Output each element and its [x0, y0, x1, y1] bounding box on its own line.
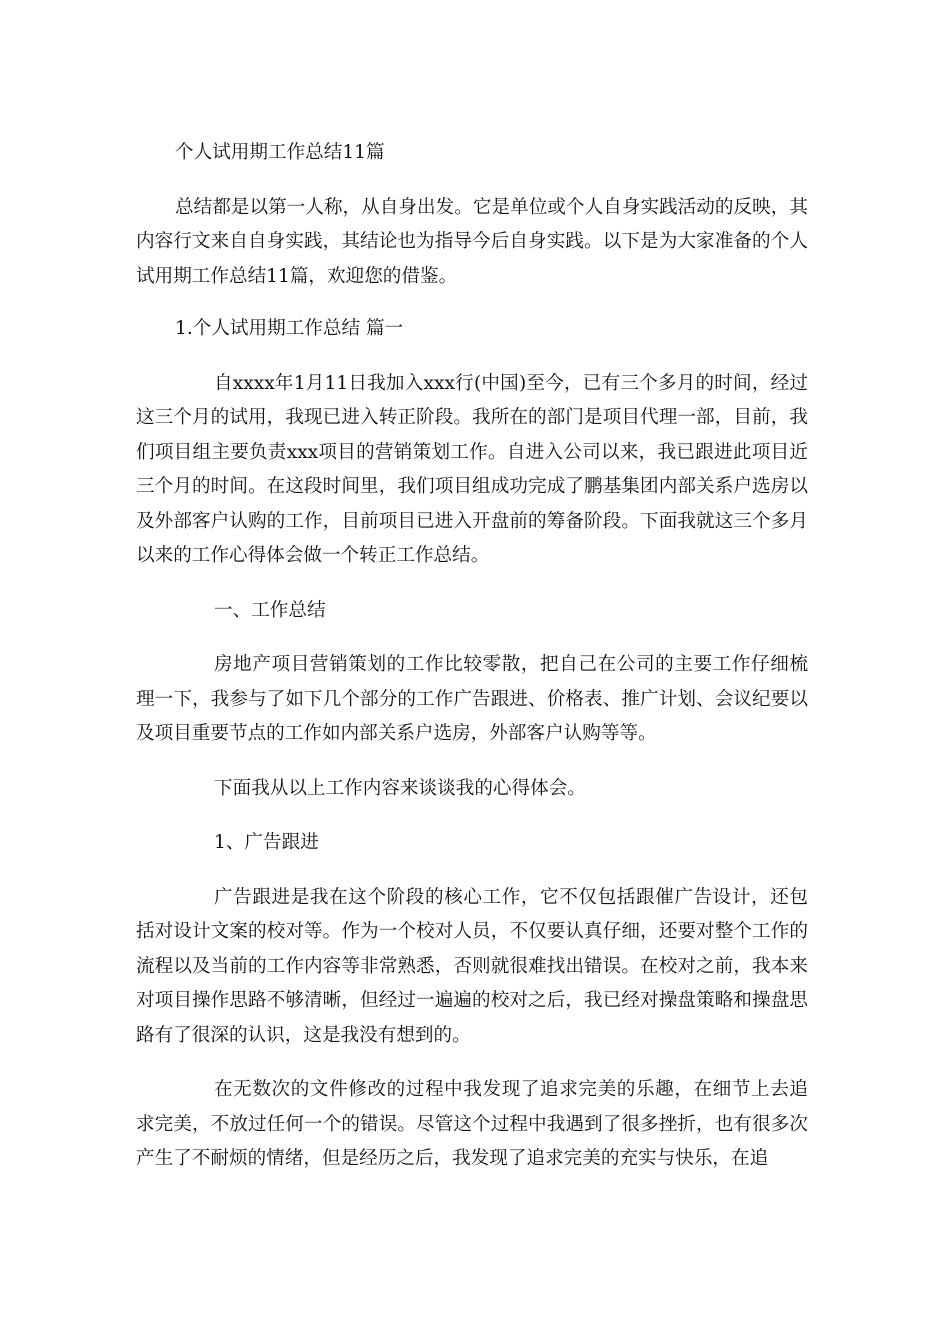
body-paragraph-5: 在无数次的文件修改的过程中我发现了追求完美的乐趣，在细节上去追求完美，不放过任何一个的错误。尽管这个过程中我遇到了很多挫折，也有很多次产生了不耐烦的情绪，但是经历之后，我发现了追求完美的充实与快乐，在追	[136, 1079, 808, 1169]
subheading-ad-followup: 1、广告跟进	[214, 832, 319, 853]
body-paragraph-3: 下面我从以上工作内容来谈谈我的心得体会。	[214, 777, 586, 799]
document-title: 个人试用期工作总结11篇	[175, 142, 385, 163]
body-paragraph-1: 自xxxx年1月11日我加入xxx行(中国)至今，已有三个多月的时间，经过这三个月的试用，我现已进入转正阶段。我所在的部门是项目代理一部，目前，我们项目组主要负责xxx项目的营销策划工作。自进入公司以来，我已跟进此项目近三个月的时间。在这段时间里，我们项目组成功完成了鹏基集团内部关系户选房以及外部客户认购的工作，目前项目已进入开盘前的筹备阶段。下面我就这三个多月以来的工作心得体会做一个转正工作总结。	[136, 372, 808, 566]
body-paragraph-4: 广告跟进是我在这个阶段的核心工作，它不仅包括跟催广告设计，还包括对设计文案的校对等。作为一个校对人员，不仅要认真仔细，还要对整个工作的流程以及当前的工作内容等非常熟悉，否则就很难找出错误。在校对之前，我本来对项目操作思路不够清晰，但经过一遍遍的校对之后，我已经对操盘策略和操盘思路有了很深的认识，这是我没有想到的。	[136, 886, 808, 1046]
section-heading: 1.个人试用期工作总结 篇一	[175, 318, 404, 339]
document-page	[136, 136, 808, 1177]
intro-paragraph: 总结都是以第一人称，从自身出发。它是单位或个人自身实践活动的反映，其内容行文来自自身实践，其结论也为指导今后自身实践。以下是为大家准备的个人试用期工作总结11篇，欢迎您的借鉴。	[136, 196, 808, 287]
body-paragraph-2: 房地产项目营销策划的工作比较零散，把自己在公司的主要工作仔细梳理一下，我参与了如下几个部分的工作广告跟进、价格表、推广计划、会议纪要以及项目重要节点的工作如内部关系户选房，外部客户认购等等。	[136, 654, 808, 744]
subheading-work-summary: 一、工作总结	[214, 599, 326, 621]
